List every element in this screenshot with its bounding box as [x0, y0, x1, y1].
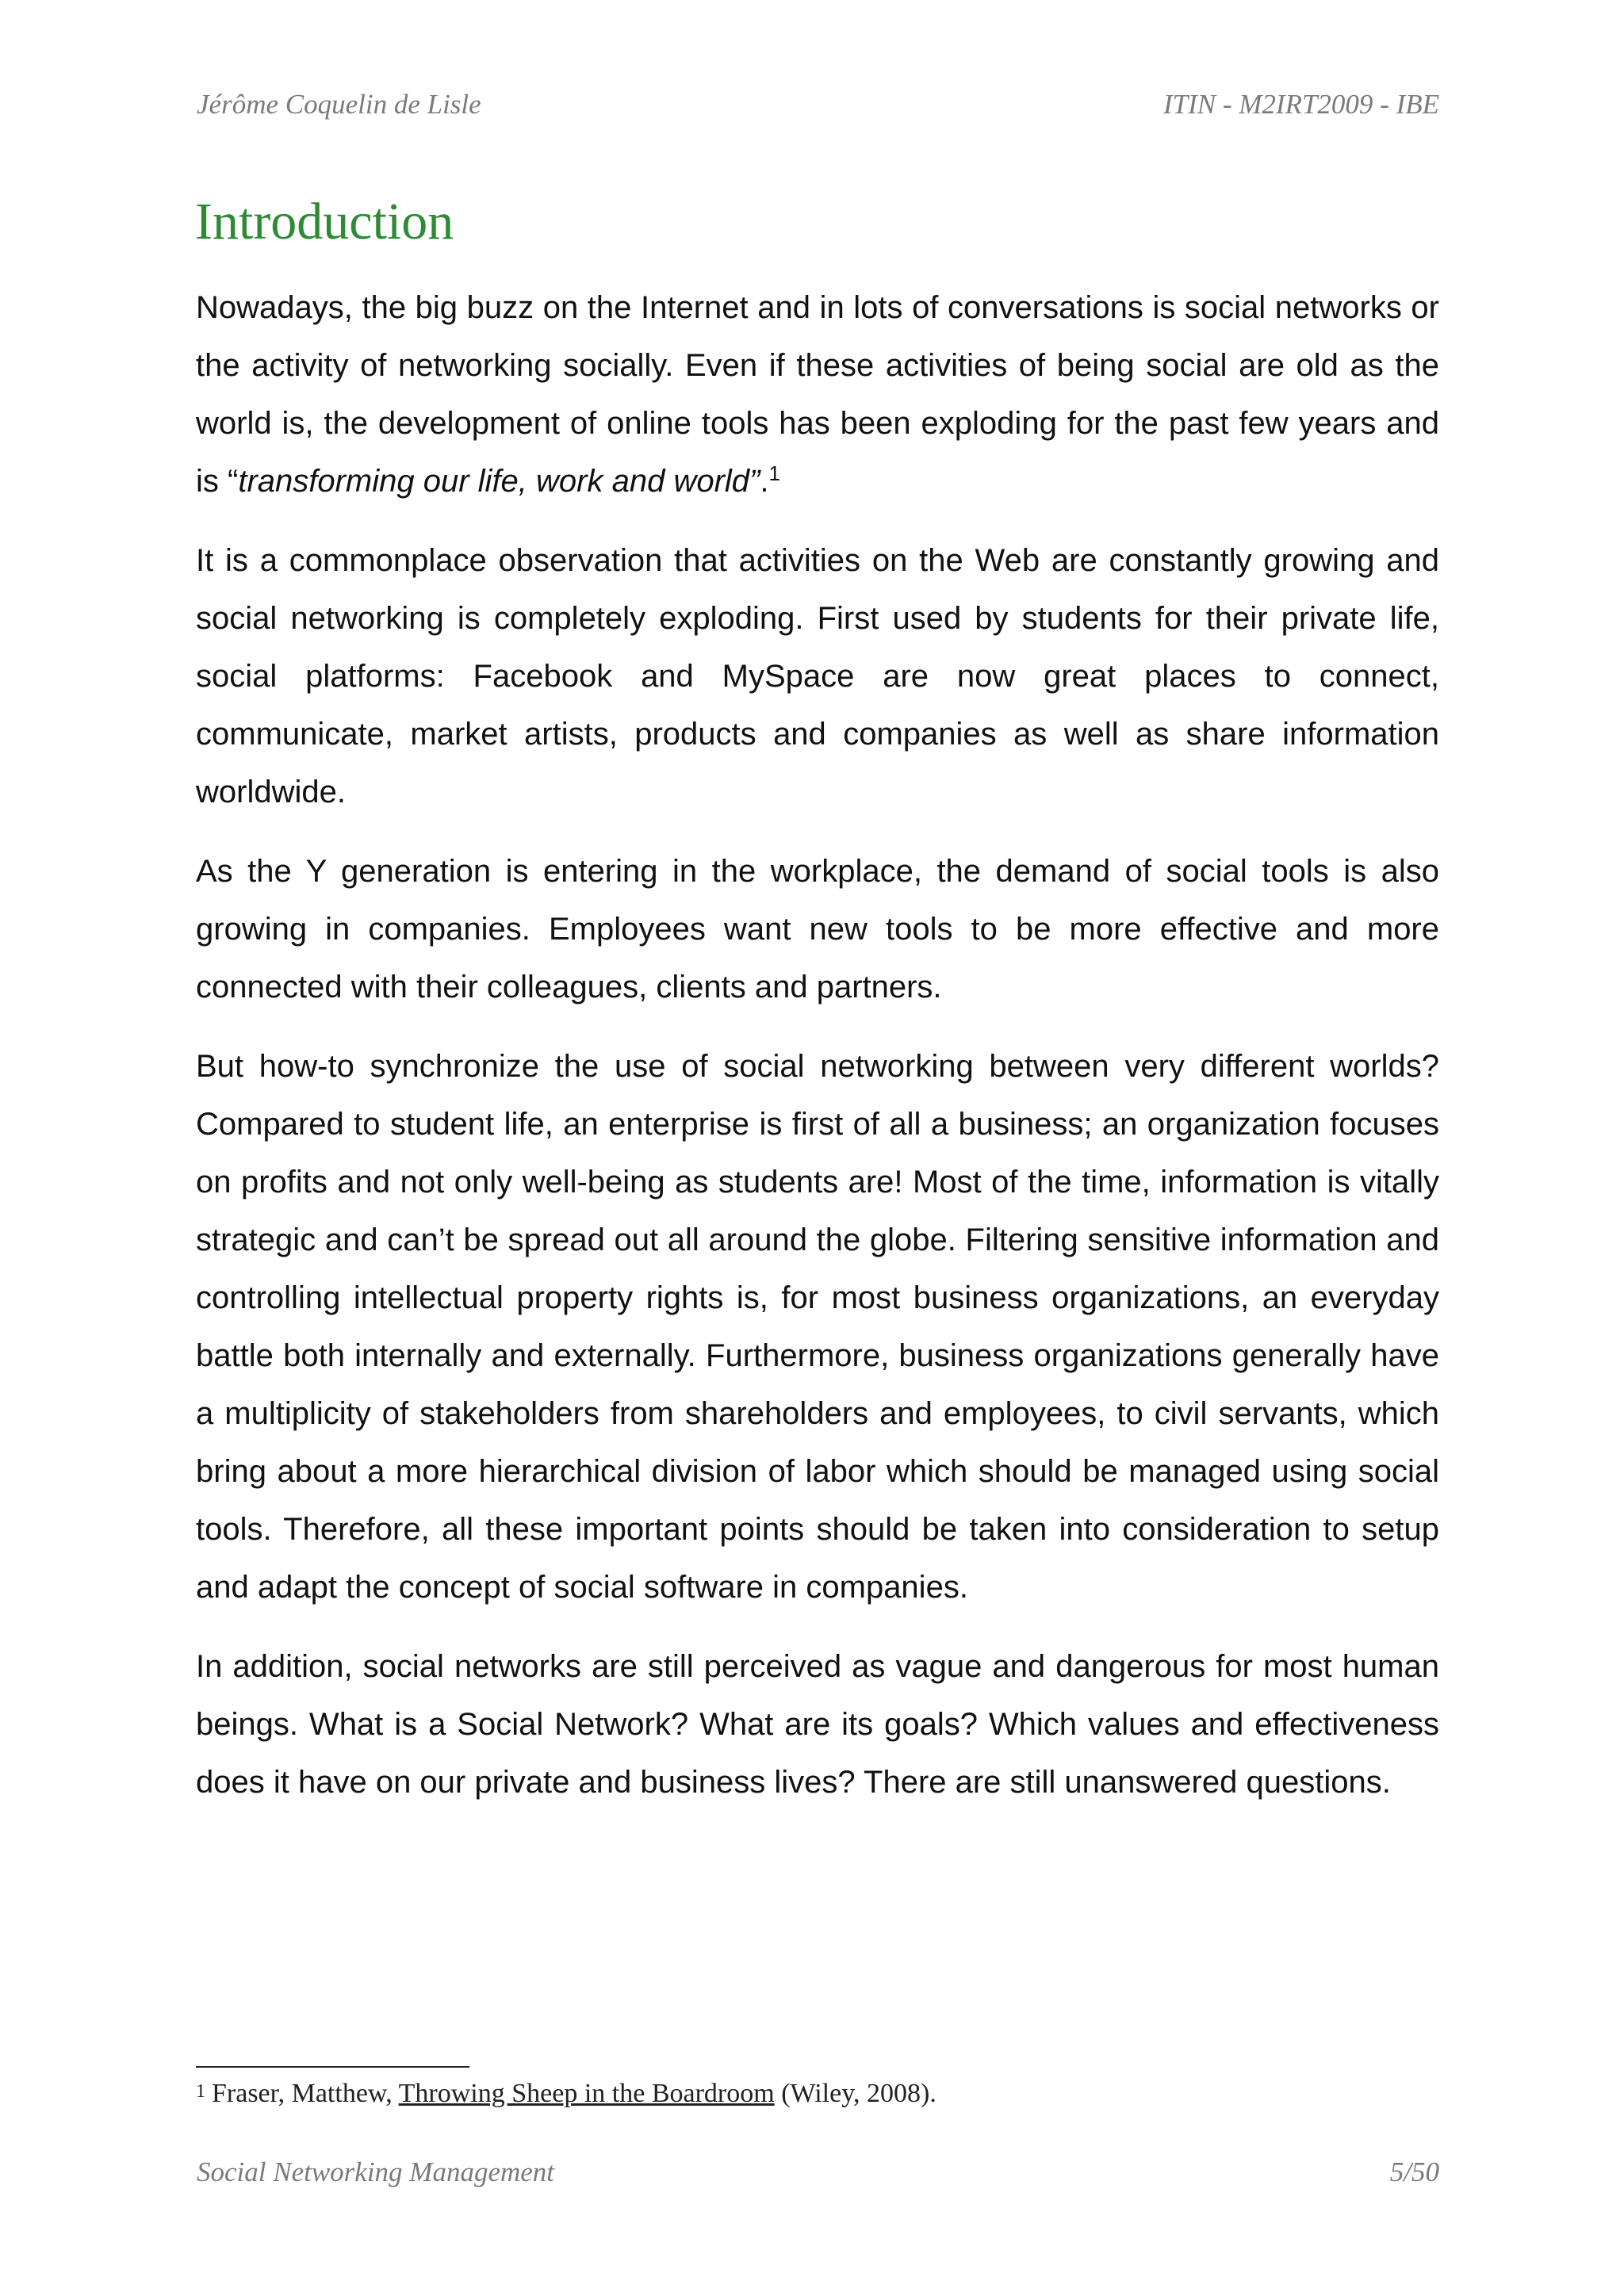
header-course: ITIN - M2IRT2009 - IBE — [1162, 89, 1439, 120]
paragraph-1-text: Nowadays, the big buzz on the Internet and in lots of conversations is social networks or the activity of networking socially. Even if these activities of being social are old as the world is, the development of online tools has been exploding for the past few years and is “ — [196, 290, 1439, 499]
footnote-publisher: (Wiley, 2008). — [774, 2079, 936, 2108]
paragraph-1-end: . — [760, 464, 769, 499]
body-text — [196, 279, 1439, 1833]
footnote-text: Fraser, Matthew, — [212, 2079, 399, 2108]
section-title: Introduction — [195, 193, 454, 251]
footnote-number: 1 — [196, 2081, 205, 2102]
footer-document-title: Social Networking Management — [197, 2156, 555, 2187]
footnote — [196, 2079, 936, 2109]
paragraph-3: As the Y generation is entering in the workplace, the demand of social tools is also growing in companies. Employees want new tools to be more effective and more connected with their colleagues, clients and partners. — [196, 854, 1439, 1004]
header-author: Jérôme Coquelin de Lisle — [197, 89, 481, 120]
paragraph-4: But how-to synchronize the use of social networking between very different worlds? Compared to student life, an enterprise is first of all a business; an organization focuses on profits and not only well-being as students are! Most of the time, information is vitally strategic and can’t be spread out all around the globe. Filtering sensitive information and controlling intellectual property rights is, for most business organizations, an everyday battle both internally and externally. Furthermore, business organizations generally have a multiplicity of stakeholders from shareholders and employees, to civil servants, which bring about a more hierarchical division of labor which should be managed using social tools. Therefore, all these important points should be taken into consideration to setup and adapt the concept of social software in companies. — [196, 1049, 1439, 1605]
paragraph-5: In addition, social networks are still perceived as vague and dangerous for most human beings. What is a Social Network? What are its goals? Which values and effectiveness does it have on our private and business lives? There are still unanswered questions. — [196, 1649, 1439, 1800]
footnote-book-link[interactable]: Throwing Sheep in the Boardroom — [398, 2079, 775, 2108]
paragraph-2: It is a commonplace observation that activities on the Web are constantly growing and social networking is completely exploding. First used by students for their private life, social platforms: Facebook and MySpace are now great places to connect, communicate, market artists, products and companies as well as share information worldwide. — [196, 543, 1439, 809]
paragraph-1-quote: transforming our life, work and world” — [238, 464, 760, 499]
page-number: 5/50 — [1389, 2156, 1439, 2187]
footnote-reference[interactable]: 1 — [768, 461, 780, 485]
paragraph-1 — [196, 279, 1439, 511]
footnote-divider — [196, 2066, 469, 2068]
